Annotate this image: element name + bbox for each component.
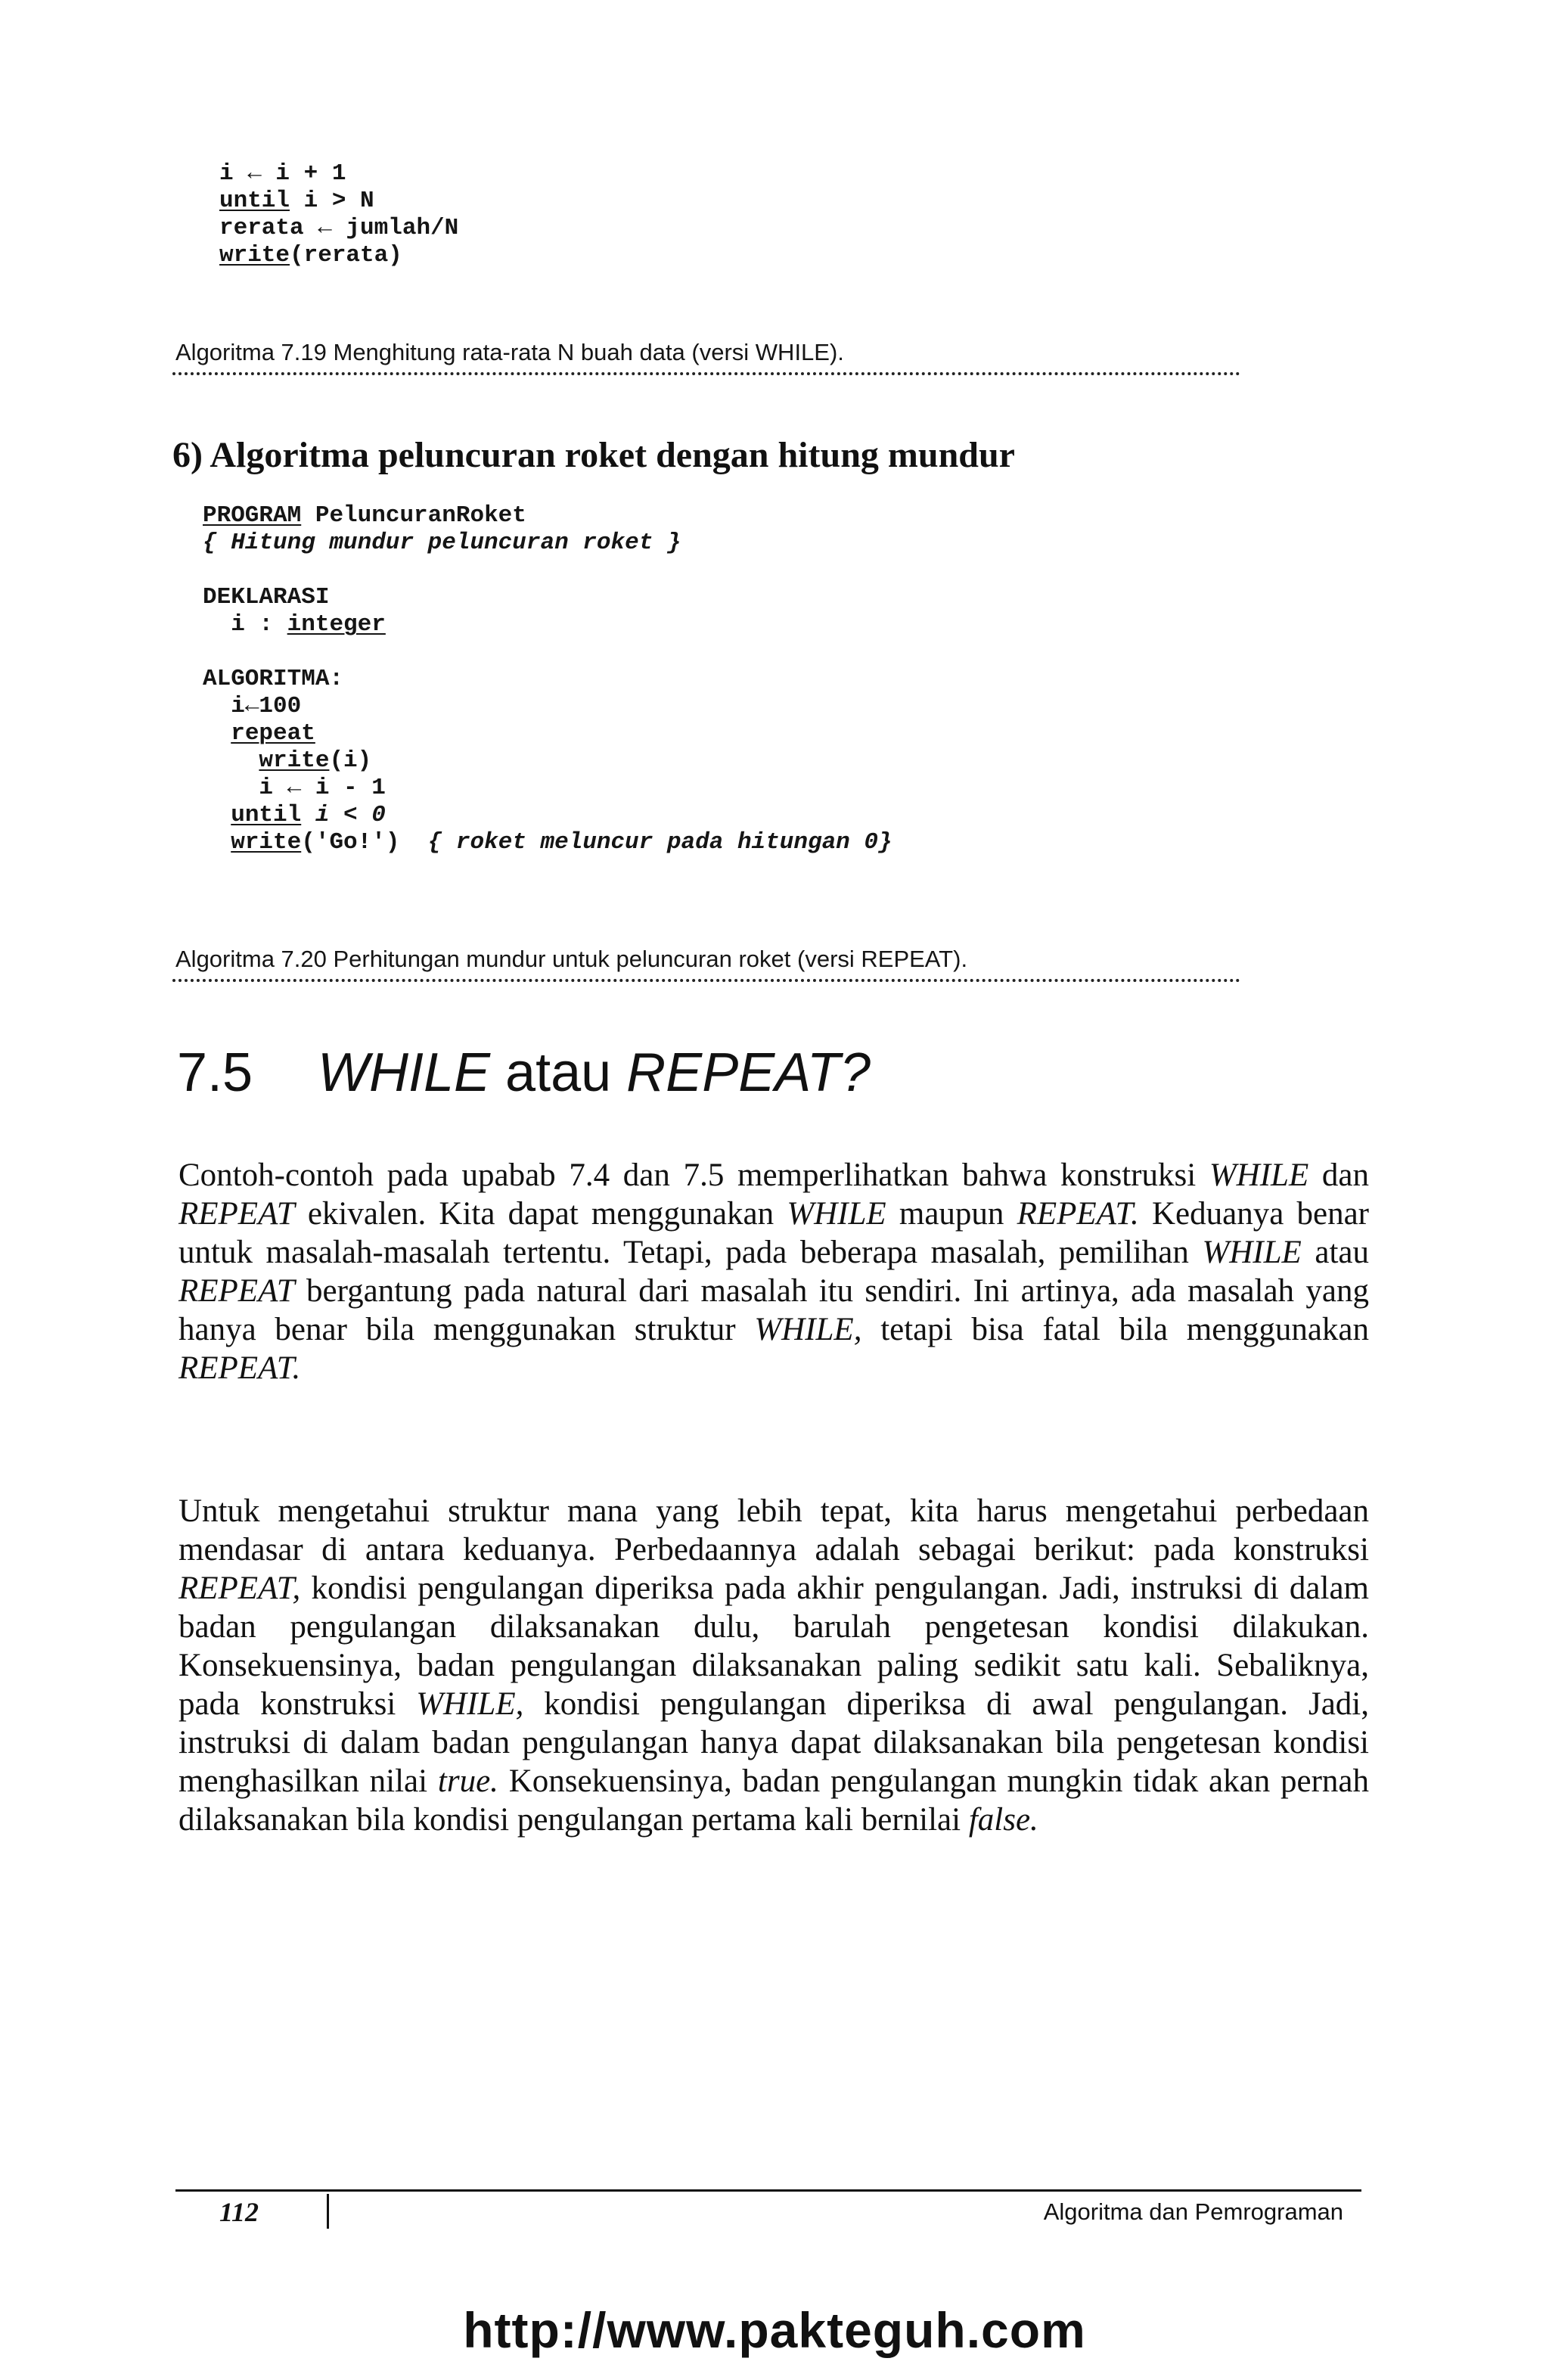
italic-term: WHILE, [416,1686,524,1722]
text-run: ekivalen. Kita dapat menggunakan [294,1196,787,1232]
program-name: PeluncuranRoket [301,502,526,529]
heading-repeat: REPEAT? [626,1042,871,1103]
text-run: kondisi pengulangan diperiksa pada akhir pengulangan. Jadi, instruksi di dalam badan pengulangan dilaksanakan dulu, barulah pengetesan kondisi dilakukan. Konsekuensinya, badan pengulangan dilaksanakan paling sedikit satu kali. Sebaliknya, pada konstruksi [178,1571,1369,1722]
italic-term: REPEAT [178,1273,295,1309]
code-line: (rerata) [290,242,402,269]
text-run: Contoh-contoh pada upabab 7.4 dan 7.5 memperlihatkan bahwa konstruksi [178,1157,1209,1193]
write-go-arg: ('Go!') [301,829,400,856]
code-line: i ← i + 1 [219,160,346,187]
footer-separator [327,2194,329,2229]
code-block-program [203,502,892,856]
italic-term: REPEAT. [1017,1196,1139,1232]
footer-rule [175,2189,1361,2192]
section-6-title: 6) Algoritma peluncuran roket dengan hitung mundur [172,435,1015,475]
italic-term: false. [968,1802,1038,1838]
caption-algoritma-7-19: Algoritma 7.19 Menghitung rata-rata N buah data (versi WHILE). [175,339,844,365]
until-condition: i < 0 [301,802,386,828]
text-run: dan [1308,1157,1369,1193]
keyword-algoritma: ALGORITMA: [203,666,344,692]
text-run: Konsekuensinya, badan pengulangan mungkin tidak akan pernah dilaksanakan bila kondisi pengulangan pertama kali bernilai [178,1763,1369,1838]
text-run: kondisi pengulangan diperiksa di awal pengulangan. Jadi, instruksi di dalam badan pengulangan hanya dapat dilaksanakan bila pengetesan kondisi menghasilkan nilai [178,1686,1369,1799]
page-number: 112 [219,2197,259,2227]
italic-term: true. [437,1763,498,1799]
paragraph-1 [178,1156,1369,1387]
caption-algoritma-7-20: Algoritma 7.20 Perhitungan mundur untuk peluncuran roket (versi REPEAT). [175,946,968,972]
code-decrement: i ← i - 1 [259,775,386,801]
keyword-deklarasi: DEKLARASI [203,584,330,611]
heading-while: WHILE [318,1042,491,1103]
italic-term: WHILE, [754,1312,862,1347]
text-run: maupun [886,1196,1017,1232]
text-run: tetapi bisa fatal bila menggunakan [861,1312,1370,1347]
code-line: rerata ← jumlah/N [219,215,459,241]
section-number: 7.5 [177,1042,253,1103]
watermark-url: http://www.pakteguh.com [463,2302,1086,2358]
italic-term: WHILE [787,1196,886,1232]
dotted-divider [172,979,1240,982]
dotted-divider [172,372,1240,375]
section-7-5-heading [177,1041,871,1105]
heading-atau: atau [490,1042,627,1103]
italic-term: REPEAT. [178,1350,301,1386]
text-run: atau [1301,1235,1370,1270]
italic-term: REPEAT, [178,1571,301,1606]
final-comment: { roket meluncur pada hitungan 0} [427,829,892,856]
text-run: bergantung pada natural dari masalah itu sendiri. Ini artinya, ada masalah yang hanya benar bila menggunakan struktur [178,1273,1369,1347]
write-arg: (i) [329,747,372,774]
text-run: Keduanya benar untuk masalah-masalah tertentu. Tetapi, pada beberapa masalah, pemilihan [178,1196,1369,1270]
code-block-top [219,160,458,269]
keyword-program: PROGRAM [203,502,302,529]
program-comment: { Hitung mundur peluncuran roket } [203,530,681,556]
italic-term: WHILE [1209,1157,1309,1193]
decl-var: i : [231,611,287,638]
keyword-write: write [219,242,290,269]
keyword-write: write [259,747,330,774]
keyword-until: until [219,188,290,214]
keyword-write: write [231,829,302,856]
code-line: i > N [290,188,374,214]
book-title: Algoritma dan Pemrograman [1043,2198,1343,2225]
keyword-until: until [231,802,302,828]
decl-type: integer [287,611,386,638]
keyword-repeat: repeat [231,720,315,747]
text-run: Untuk mengetahui struktur mana yang lebih tepat, kita harus mengetahui perbedaan mendasar di antara keduanya. Perbedaannya adalah sebagai berikut: pada konstruksi [178,1493,1369,1568]
italic-term: WHILE [1202,1235,1302,1270]
paragraph-2 [178,1492,1369,1839]
italic-term: REPEAT [178,1196,295,1232]
code-init: i←100 [231,693,302,719]
